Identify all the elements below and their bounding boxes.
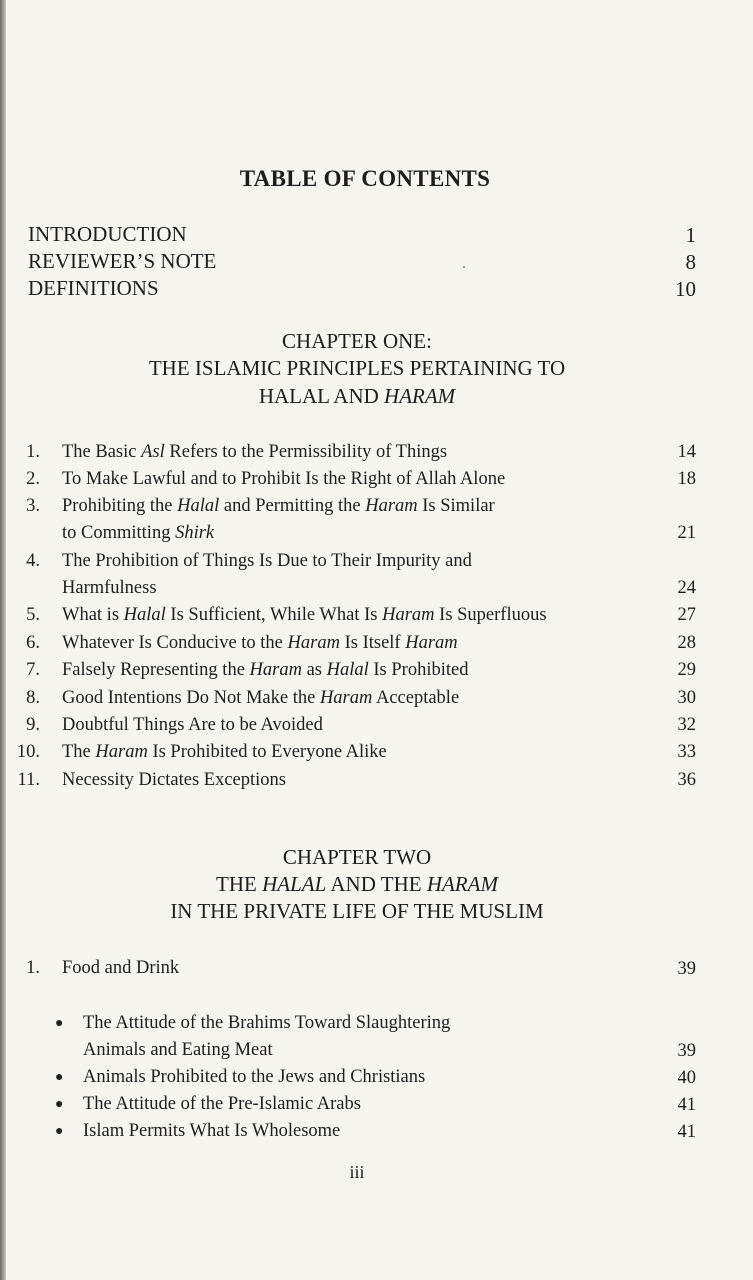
entry-number: 8. bbox=[26, 688, 40, 708]
entry-page: 24 bbox=[677, 578, 696, 598]
front-entry-page: 8 bbox=[685, 250, 696, 274]
entry-page: 29 bbox=[677, 660, 696, 680]
subentry-title: The Attitude of the Brahims Toward Slaughtering bbox=[83, 1013, 451, 1033]
page-number-footer: iii bbox=[349, 1162, 365, 1182]
entry-page: 39 bbox=[677, 959, 696, 979]
speck bbox=[463, 266, 465, 268]
entry-title: Good Intentions Do Not Make the Haram Acceptable bbox=[62, 688, 460, 708]
bullet-icon: ● bbox=[55, 1070, 64, 1085]
entry-number: 2. bbox=[26, 469, 40, 489]
entry-title: Doubtful Things Are to be Avoided bbox=[62, 715, 323, 735]
entry-number: 7. bbox=[26, 660, 40, 680]
entry-number: 1. bbox=[26, 442, 40, 462]
entry-page: 32 bbox=[677, 715, 696, 735]
entry-title: The Basic Asl Refers to the Permissibility of Things bbox=[62, 442, 448, 462]
entry-title: What is Halal Is Sufficient, While What Is Haram Is Superfluous bbox=[62, 605, 547, 625]
entry-number: 11. bbox=[17, 770, 40, 790]
entry-number: 1. bbox=[26, 958, 40, 978]
entry-page: 27 bbox=[677, 605, 696, 625]
chapter-two-heading: CHAPTER TWO bbox=[282, 845, 432, 869]
front-entry-label: INTRODUCTION bbox=[28, 222, 187, 246]
entry-page: 36 bbox=[677, 770, 696, 790]
entry-title: The Haram Is Prohibited to Everyone Alike bbox=[62, 742, 387, 762]
bullet-icon: ● bbox=[55, 1097, 64, 1112]
subentry-title: Animals Prohibited to the Jews and Christians bbox=[83, 1067, 426, 1087]
entry-title: Necessity Dictates Exceptions bbox=[62, 770, 286, 790]
front-entry-page: 10 bbox=[675, 277, 696, 301]
front-entry-page: 1 bbox=[685, 223, 696, 247]
entry-page: 21 bbox=[677, 523, 696, 543]
entry-number: 5. bbox=[26, 605, 40, 625]
chapter-two-title-line: THE HALAL AND THE HARAM bbox=[216, 872, 498, 896]
entry-page: 28 bbox=[677, 633, 696, 653]
subentry-title: Islam Permits What Is Wholesome bbox=[83, 1121, 341, 1141]
entry-number: 10. bbox=[16, 742, 40, 762]
entry-page: 30 bbox=[677, 688, 696, 708]
bullet-icon: ● bbox=[55, 1124, 64, 1139]
front-entry-label: DEFINITIONS bbox=[28, 276, 159, 300]
entry-page: 40 bbox=[677, 1068, 696, 1088]
entry-number: 4. bbox=[26, 551, 40, 571]
bullet-icon: ● bbox=[55, 1016, 64, 1031]
subentry-title: The Attitude of the Pre-Islamic Arabs bbox=[83, 1094, 361, 1114]
chapter-one-title-line: HALAL AND HARAM bbox=[258, 384, 456, 408]
chapter-two-title-line: IN THE PRIVATE LIFE OF THE MUSLIM bbox=[170, 899, 544, 923]
entry-number: 3. bbox=[26, 496, 40, 516]
entry-title: Whatever Is Conducive to the Haram Is Itself Haram bbox=[62, 633, 458, 653]
entry-title: The Prohibition of Things Is Due to Their Impurity and bbox=[62, 551, 472, 571]
chapter-one-heading: CHAPTER ONE: bbox=[282, 329, 432, 353]
entry-title: Falsely Representing the Haram as Halal Is Prohibited bbox=[62, 660, 469, 680]
entry-title: Food and Drink bbox=[62, 958, 180, 978]
entry-page: 18 bbox=[677, 469, 696, 489]
entry-page: 41 bbox=[677, 1095, 696, 1115]
entry-title-continued: to Committing Shirk bbox=[62, 523, 215, 543]
entry-title: To Make Lawful and to Prohibit Is the Right of Allah Alone bbox=[62, 469, 506, 489]
entry-page: 41 bbox=[677, 1122, 696, 1142]
entry-title-continued: Harmfulness bbox=[62, 578, 157, 598]
entry-number: 6. bbox=[26, 633, 40, 653]
front-entry-label: REVIEWER’S NOTE bbox=[28, 249, 217, 273]
subentry-title-continued: Animals and Eating Meat bbox=[83, 1040, 273, 1060]
entry-page: 14 bbox=[677, 442, 696, 462]
entry-title: Prohibiting the Halal and Permitting the Haram Is Similar bbox=[62, 496, 495, 516]
entry-page: 33 bbox=[677, 742, 696, 762]
page-title: TABLE OF CONTENTS bbox=[239, 166, 491, 191]
entry-page: 39 bbox=[677, 1041, 696, 1061]
entry-number: 9. bbox=[26, 715, 40, 735]
chapter-one-title-line: THE ISLAMIC PRINCIPLES PERTAINING TO bbox=[148, 356, 566, 380]
